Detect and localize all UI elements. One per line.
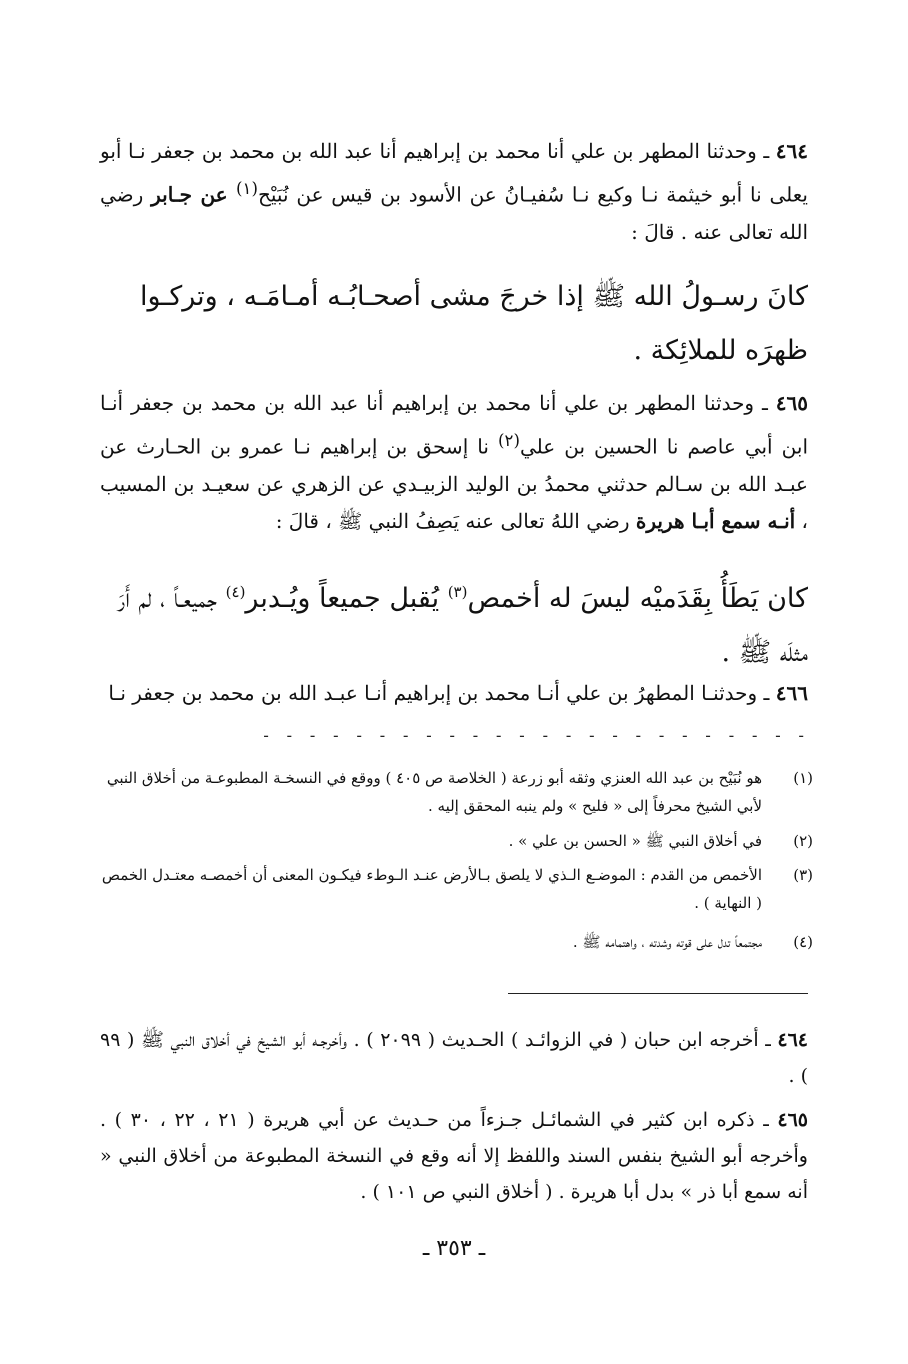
takhrij-text: ـ ذكره ابن كثير في الشمائـل جـزءاً من حـديث عن أبي هريرة ( ٢١ ، ٢٢ ، ٣٠ ) . وأخرجه أبو الشيخ بنفس السند واللفظ إلا أنه وقع في النسخة المطبوعة من أخلاق النبي « أنه سمع أبا ذر » بدل أبا هريرة . ( أخلاق النبي ص ١٠١ ) . [100, 1109, 808, 1203]
hadith-number: ٤٦٤ [775, 139, 808, 163]
narrator-highlight: عن جـابر [151, 182, 237, 207]
takhrij-separator [508, 993, 808, 994]
footnote-text: هو نُبَيْح بن عبد الله العنزي وثقه أبو زرعة ( الخلاصة ص ٤٠٥ ) ووقع في النسخـة المطبوعـة من أخلاق النبي لأبي الشيخ محرفاً إلى « فليح » ولم ينبه المحقق إليه . [106, 769, 762, 815]
footnote-3 [100, 861, 813, 917]
matn-part: يُقبل جميعاً ويُـدبر [245, 583, 448, 614]
footnote-ref: (٢) [498, 431, 520, 450]
matn-part: كان يَطَأُ بِقَدَميْه ليسَ له أخمص [467, 583, 808, 614]
narrator-highlight: أنـه سمع أبـا هريرة [635, 508, 796, 533]
hadith-text: ـ وحدثنـا المطهرُ بن علي أنـا محمد بن إبراهيم أنـا عبـد الله بن محمد بن جعفر نـا [108, 681, 776, 705]
takhrij-465 [100, 1102, 808, 1210]
hadith-text-end: رضي الله تعالى عنه . قالَ : [100, 182, 808, 244]
matn-part: جميعـاً ، لم أَرَ مثلَه ﷺ . [117, 583, 808, 668]
hadith-465 [100, 385, 808, 540]
hadith-466 [100, 675, 808, 712]
takhrij-number: ٤٦٤ [777, 1029, 809, 1051]
takhrij-text: ـ أخرجه ابن حبان ( في الزوائـد ) الحـديث ( ٢٠٩٩ ) . وأخرجـه أبو الشيخ في أخلاق النبي ﷺ ( ٩٩ ) . [100, 1029, 808, 1087]
hadith-text-end: رضي اللهُ تعالى عنه يَصِفُ النبي ﷺ ، قالَ : [275, 508, 636, 533]
hadith-464 [100, 133, 808, 251]
takhrij-464 [100, 1022, 808, 1094]
footnote-separator: - - - - - - - - - - - - - - - - - - - - - - - - [261, 726, 808, 745]
hadith-number: ٤٦٦ [775, 681, 808, 705]
hadith-number: ٤٦٥ [775, 391, 808, 415]
footnote-text: الأخمص من القدم : الموضـع الـذي لا يلصق بـالأرض عنـد الـوطء فيكـون المعنى أن أخمصـه معتـدل الخمص ( النهاية ) . [101, 866, 762, 912]
footnote-ref: (٣) [447, 583, 468, 601]
hadith-text: ـ وحدثنا المطهر بن علي أنا محمد بن إبراهيم أنا عبد الله بن محمد بن جعفر نـا أبو يعلى نا أبو خيثمة نـا وكيع نـا سُفيـانُ عن الأسود بن قيس عن نُبَيْح [100, 139, 808, 207]
footnote-1 [100, 764, 813, 820]
footnote-number: (٢) [793, 832, 813, 850]
hadith-text: ـ وحدثنا المطهر بن علي أنا محمد بن إبراهيم أنا عبد الله بن محمد بن جعفر أنـا ابن أبي عاصم نا الحسين بن علي [100, 391, 808, 459]
takhrij-number: ٤٦٥ [777, 1109, 808, 1131]
hadith-464-matn: كانَ رسـولُ الله ﷺ إذا خرجَ مشى أصحـابُـه أمـامَـه ، وتركـوا ظهرَه للملائِكة . [140, 281, 808, 366]
hadith-465-matn [100, 565, 808, 680]
footnote-2 [100, 827, 813, 855]
footnote-4 [100, 928, 813, 956]
hadith-text-mid: نا إسحق بن إبراهيم نـا عمرو بن الحـارث عن عبـد الله بن سـالم حدثني محمدُ بن الوليد الزبيـدي عن الزهري عن سعيـد بن المسيب ، [100, 434, 808, 533]
footnote-number: (٤) [793, 933, 813, 951]
footnote-ref: (٤) [225, 583, 246, 601]
page-number: ـ ٣٥٣ ـ [422, 1236, 486, 1261]
footnote-number: (١) [793, 769, 813, 787]
footnote-ref: (١) [236, 179, 258, 198]
footnote-text: مجتمعاً تدل على قوته وشدته ، واهتمامه ﷺ . [572, 933, 762, 951]
footnote-number: (٣) [793, 866, 813, 884]
footnote-text: في أخلاق النبي ﷺ « الحسن بن علي » . [508, 832, 762, 850]
